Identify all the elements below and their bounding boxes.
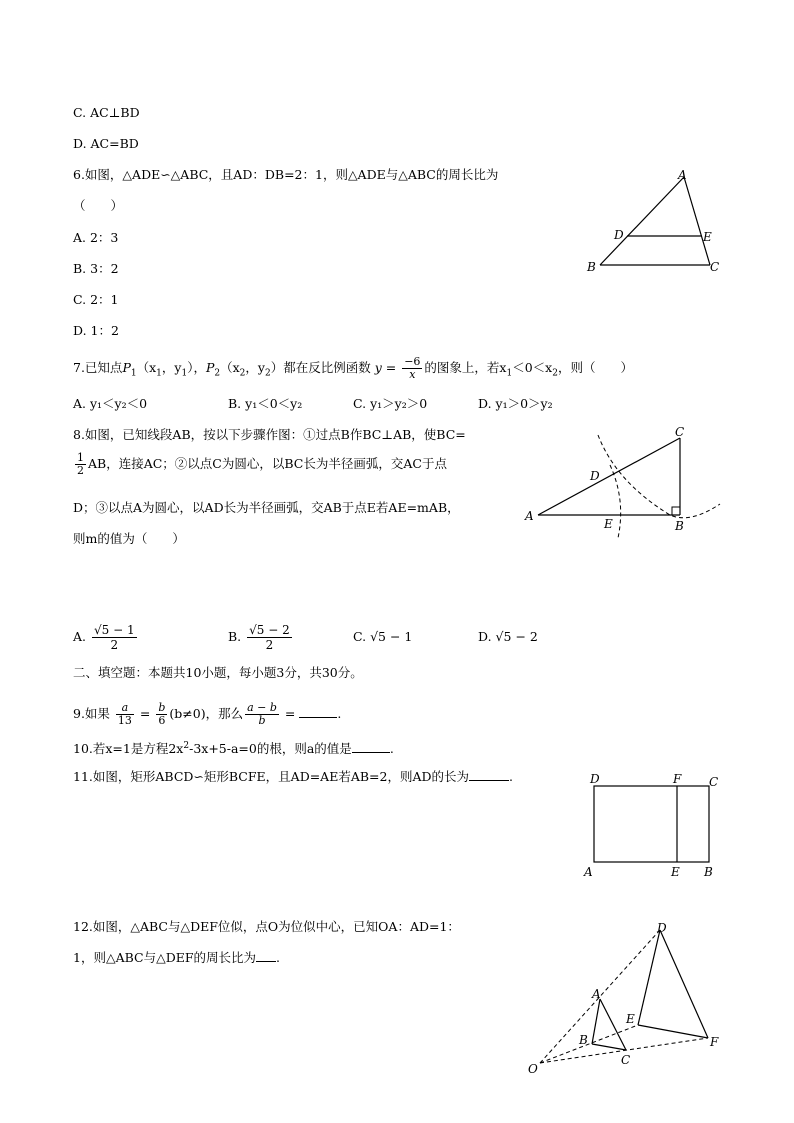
q6-label-b: B bbox=[587, 260, 596, 274]
q7-option-b: B. y₁＜0＜y₂ bbox=[228, 396, 303, 411]
q7-text: 7.已知点$P_1(x_1$，$y_1$），$P_2(x_2$，$y_2$）都在反比例函数 y = $\frac{-6}{x}$ 的图象上，若$x_1<0<x_2$，则（ ） bbox=[73, 355, 633, 381]
q11-end: . bbox=[509, 769, 514, 784]
q9-frac-a: $\frac{a}{13}$ bbox=[117, 701, 132, 727]
q10-blank bbox=[352, 740, 390, 753]
q12-label-d: D bbox=[657, 921, 667, 935]
q11-label-c: C bbox=[709, 775, 719, 789]
q11-text bbox=[73, 768, 513, 786]
q6-line-ab bbox=[600, 177, 684, 265]
q6-text: 6.如图，△ADE∽△ABC，且AD：DB=2：1，则△ADE与△ABC的周长比为 bbox=[73, 167, 499, 182]
q8-line-ac bbox=[538, 438, 680, 515]
q9-end: . bbox=[337, 706, 342, 721]
q12-label-e: E bbox=[626, 1012, 635, 1026]
q8d-expr: √5 − 2 bbox=[495, 629, 538, 644]
q9-post: = bbox=[284, 706, 296, 721]
q10-end: . bbox=[389, 741, 394, 757]
q10-post: -3x+5-a=0的根，则a的值是 bbox=[189, 741, 352, 757]
q12-label-f: F bbox=[710, 1035, 719, 1049]
q8-label-d: D bbox=[590, 469, 600, 483]
q8-label-b: B bbox=[675, 519, 684, 533]
q7-option-a: A. y₁＜y₂＜0 bbox=[73, 396, 148, 411]
q12-line1: 12.如图，△ABC与△DEF位似，点O为位似中心，已知OA：AD=1： bbox=[73, 919, 460, 934]
q6-label-e: E bbox=[703, 230, 712, 244]
q7-p1-open: （x bbox=[136, 360, 157, 375]
q12-end: . bbox=[276, 950, 280, 965]
q7-p1-close: ）， bbox=[187, 360, 206, 375]
q8d-label: D. bbox=[478, 629, 492, 644]
q9-frac-ab: $\frac{a - b}{b}$ bbox=[247, 701, 277, 727]
q9-cond: (b≠0)，那么 bbox=[169, 706, 244, 721]
q9-pre: 9.如果 bbox=[73, 706, 110, 721]
q8-option-b bbox=[228, 622, 294, 652]
q11-label-b: B bbox=[704, 865, 713, 879]
q6-line-ac bbox=[684, 177, 710, 265]
q8-half-fraction: $\frac{1}{2}$ bbox=[77, 451, 84, 477]
q8-line1: 8.如图，已知线段AB，按以下步骤作图：①过点B作BC⊥AB，使BC= bbox=[73, 427, 466, 442]
q9-equals: = bbox=[139, 706, 151, 721]
q8-arc-c bbox=[598, 435, 720, 518]
q6-label-a: A bbox=[678, 168, 687, 182]
q12-line-df bbox=[660, 930, 708, 1038]
q11-label-a: A bbox=[584, 865, 593, 879]
q12-line-ac bbox=[600, 999, 626, 1050]
q11-rect-abcd bbox=[594, 786, 709, 862]
q12-line-de bbox=[638, 930, 660, 1025]
q12-label-b: B bbox=[579, 1033, 588, 1047]
q8c-label: C. bbox=[353, 629, 367, 644]
q10-sup: 2 bbox=[183, 741, 190, 751]
q6-option-d: D. 1：2 bbox=[73, 323, 119, 338]
q11-figure bbox=[580, 770, 725, 882]
q7-post3: ，则（ ） bbox=[557, 360, 633, 375]
q8-line2 bbox=[73, 452, 447, 477]
q12-label-c: C bbox=[621, 1053, 631, 1067]
q8-line2-text: AB，连接AC；②以点C为圆心，以BC长为半径画弧，交AC于点 bbox=[88, 456, 447, 471]
q12-body: 1，则△ABC与△DEF的周长比为 bbox=[73, 950, 257, 965]
q8c-expr: √5 − 1 bbox=[370, 629, 413, 644]
q10-pre: 10.若x=1是方程2x bbox=[73, 741, 184, 757]
q7-option-d: D. y₁＞0＞y₂ bbox=[478, 396, 553, 411]
section-2-heading: 二、填空题：本题共10小题，每小题3分，共30分。 bbox=[73, 665, 363, 680]
q8-figure bbox=[520, 420, 725, 545]
q7-y-equals: y = bbox=[374, 360, 397, 375]
q8-option-d bbox=[478, 628, 538, 646]
q11-label-d: D bbox=[590, 772, 600, 786]
q7-post1: 的图象上，若x bbox=[424, 360, 507, 375]
q6-paren: （ ） bbox=[73, 198, 124, 213]
q12-line-ef bbox=[638, 1025, 708, 1038]
q8-label-c: C bbox=[675, 425, 685, 439]
q8a-fraction: $\frac{√5 - 1}{2}$ bbox=[94, 623, 135, 652]
q11-body: 11.如图，矩形ABCD∽矩形BCFE，且AD=AE若AB=2，则AD的长为 bbox=[73, 769, 470, 784]
q8-line4: 则m的值为（ ） bbox=[73, 531, 185, 546]
q7-option-c: C. y₁＞y₂＞0 bbox=[353, 396, 428, 411]
q6-label-d: D bbox=[614, 228, 624, 242]
q9-text bbox=[73, 702, 341, 727]
q8-line3: D；③以点A为圆心，以AD长为半径画弧，交AB于点E若AE=mAB， bbox=[73, 500, 460, 515]
q12-line-bc bbox=[592, 1044, 626, 1050]
q5-option-d: D. AC=BD bbox=[73, 136, 139, 151]
q12-line-ab bbox=[592, 999, 600, 1044]
q6-label-c: C bbox=[710, 260, 720, 274]
q5-option-c: C. AC⊥BD bbox=[73, 105, 140, 120]
q7-func-label: ）都在反比例函数 bbox=[270, 360, 371, 375]
q12-figure bbox=[520, 918, 725, 1080]
q7-p2-comma: ，y bbox=[245, 360, 265, 375]
q12-blank bbox=[256, 949, 276, 962]
q6-option-b: B. 3：2 bbox=[73, 261, 119, 276]
q12-label-a: A bbox=[592, 987, 601, 1001]
q6-option-c: C. 2：1 bbox=[73, 292, 119, 307]
q7-p2-open: （x bbox=[220, 360, 240, 375]
q8-label-e: E bbox=[604, 517, 613, 531]
q7-post2: ＜0＜x bbox=[512, 360, 553, 375]
q10-text bbox=[73, 737, 394, 758]
q8b-fraction: $\frac{√5 - 2}{2}$ bbox=[249, 623, 290, 652]
q7-pre: 7.已知点 bbox=[73, 360, 123, 375]
q8-label-a: A bbox=[525, 509, 534, 523]
q8-option-c bbox=[353, 628, 412, 646]
q12-label-o: O bbox=[528, 1062, 538, 1076]
q6-figure bbox=[580, 165, 730, 280]
q9-blank bbox=[299, 705, 337, 718]
q6-option-a: A. 2：3 bbox=[73, 230, 119, 245]
q7-fraction: $\frac{-6}{x}$ bbox=[404, 355, 421, 381]
q11-label-e: E bbox=[671, 865, 680, 879]
q11-label-f: F bbox=[673, 772, 682, 786]
q8-right-angle bbox=[672, 507, 680, 515]
q8a-label: A. bbox=[73, 629, 87, 644]
q11-blank bbox=[469, 768, 509, 781]
q7-p1-comma: ，y bbox=[161, 360, 182, 375]
q8b-label: B. bbox=[228, 629, 242, 644]
q12-line2 bbox=[73, 949, 280, 967]
q8-option-a bbox=[73, 622, 139, 652]
q9-frac-b: $\frac{b}{6}$ bbox=[158, 701, 166, 727]
